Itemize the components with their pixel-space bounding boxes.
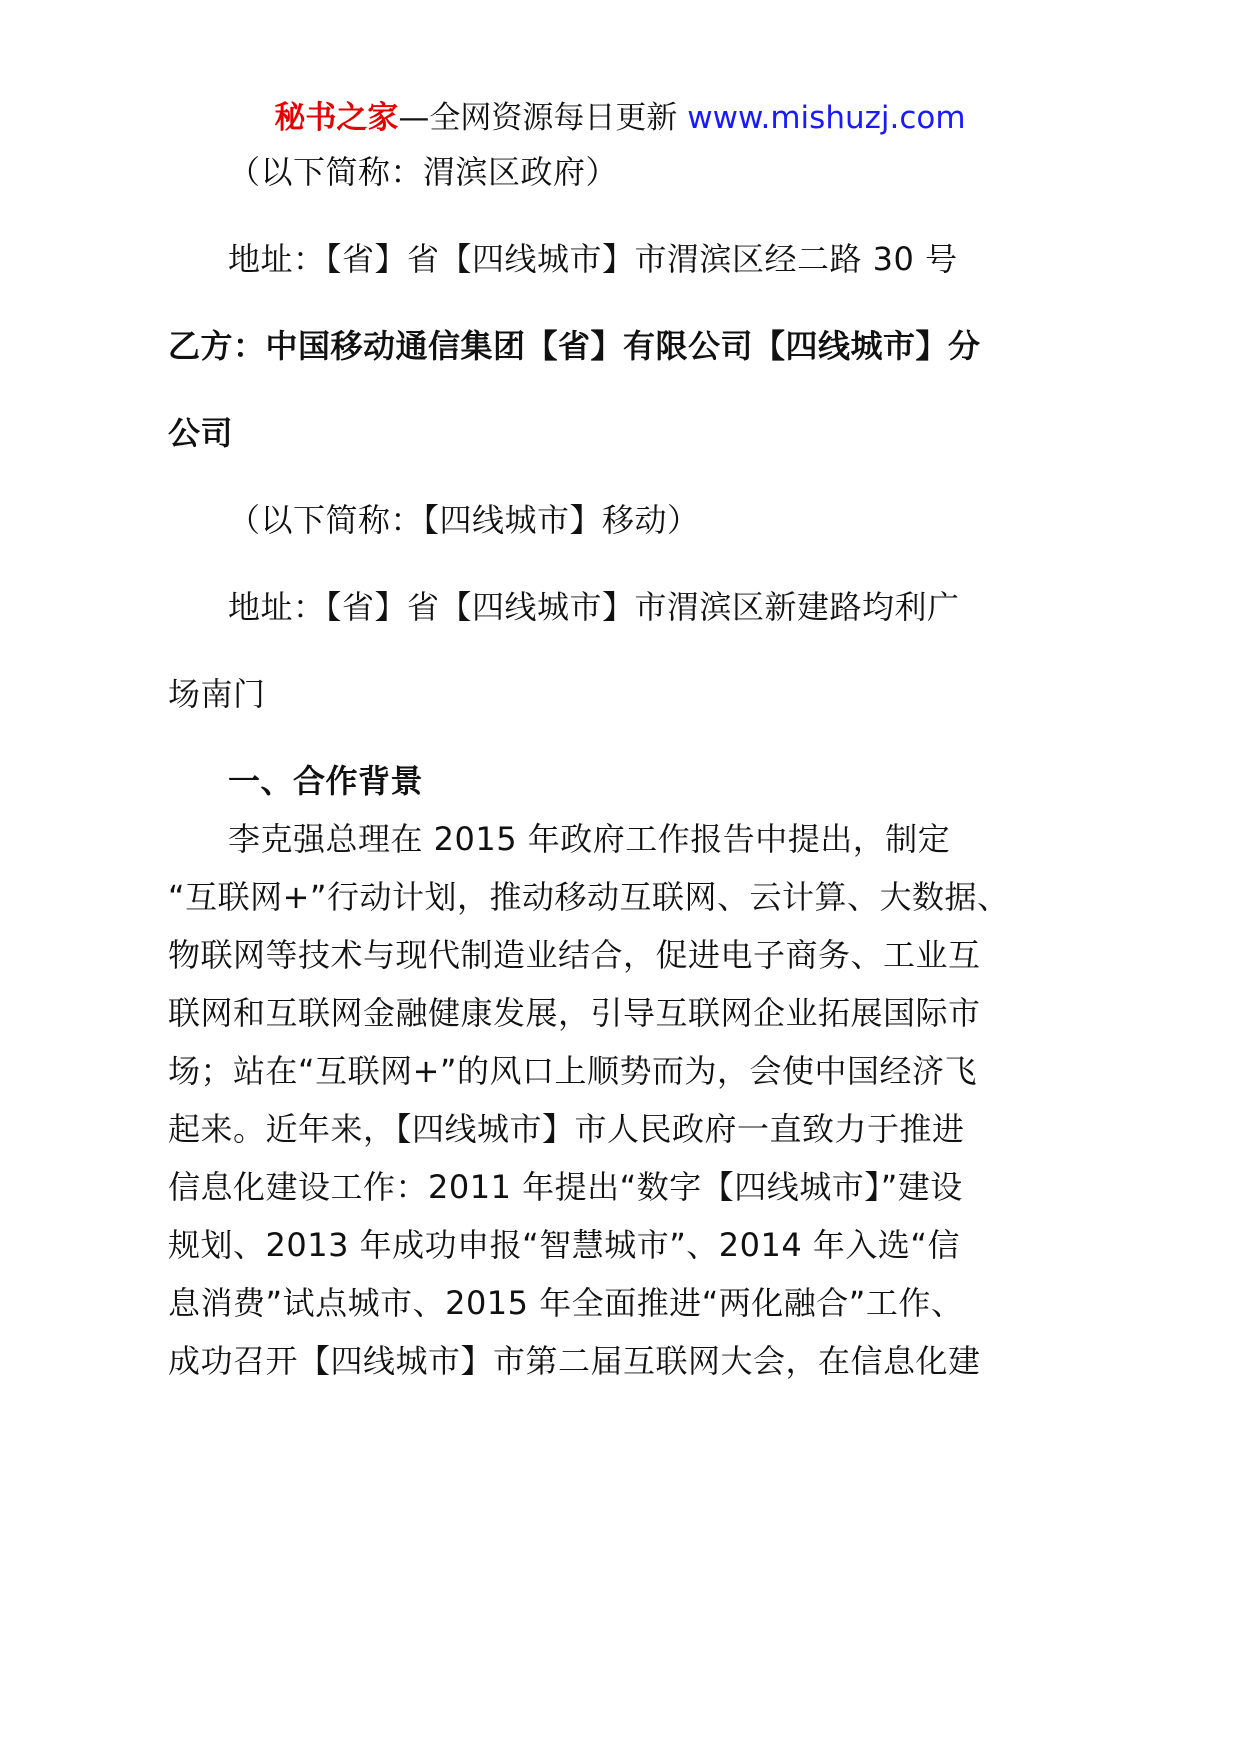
paragraph-line: 物联网等技术与现代制造业结合，促进电子商务、工业互: [168, 936, 981, 974]
party-b-address-line1: 地址：【省】省【四线城市】市渭滨区新建路均利广: [228, 588, 960, 626]
paragraph-line: 规划、2013 年成功申报“智慧城市”、2014 年入选“信: [168, 1226, 960, 1264]
paragraph-line: 息消费”试点城市、2015 年全面推进“两化融合”工作、: [168, 1284, 964, 1322]
party-b-name-line2: 公司: [168, 414, 234, 452]
site-url-link[interactable]: www.mishuzj.com: [687, 100, 966, 136]
paragraph-line: “互联网+”行动计划，推动移动互联网、云计算、大数据、: [168, 878, 1010, 916]
paragraph-line: 信息化建设工作：2011 年提出“数字【四线城市】”建设: [168, 1168, 963, 1206]
paragraph-line: 起来。近年来，【四线城市】市人民政府一直致力于推进: [168, 1110, 965, 1148]
party-a-short-name: （以下简称：渭滨区政府）: [228, 153, 619, 191]
party-b-address-line2: 场南门: [168, 675, 266, 713]
brand-name: 秘书之家: [274, 100, 399, 136]
site-header: [0, 98, 1240, 138]
paragraph-line: 联网和互联网金融健康发展，引导互联网企业拓展国际市: [168, 994, 981, 1032]
paragraph-line: 李克强总理在 2015 年政府工作报告中提出，制定: [228, 820, 951, 858]
header-tagline: —全网资源每日更新: [398, 100, 678, 136]
party-a-address: 地址：【省】省【四线城市】市渭滨区经二路 30 号: [228, 240, 958, 278]
party-b-short-name: （以下简称：【四线城市】移动）: [228, 501, 700, 539]
section-heading: 一、合作背景: [228, 762, 424, 800]
party-b-name-line1: 乙方：中国移动通信集团【省】有限公司【四线城市】分: [168, 327, 981, 365]
paragraph-line: 场；站在“互联网+”的风口上顺势而为，会使中国经济飞: [168, 1052, 977, 1090]
paragraph-line: 成功召开【四线城市】市第二届互联网大会，在信息化建: [168, 1342, 981, 1380]
